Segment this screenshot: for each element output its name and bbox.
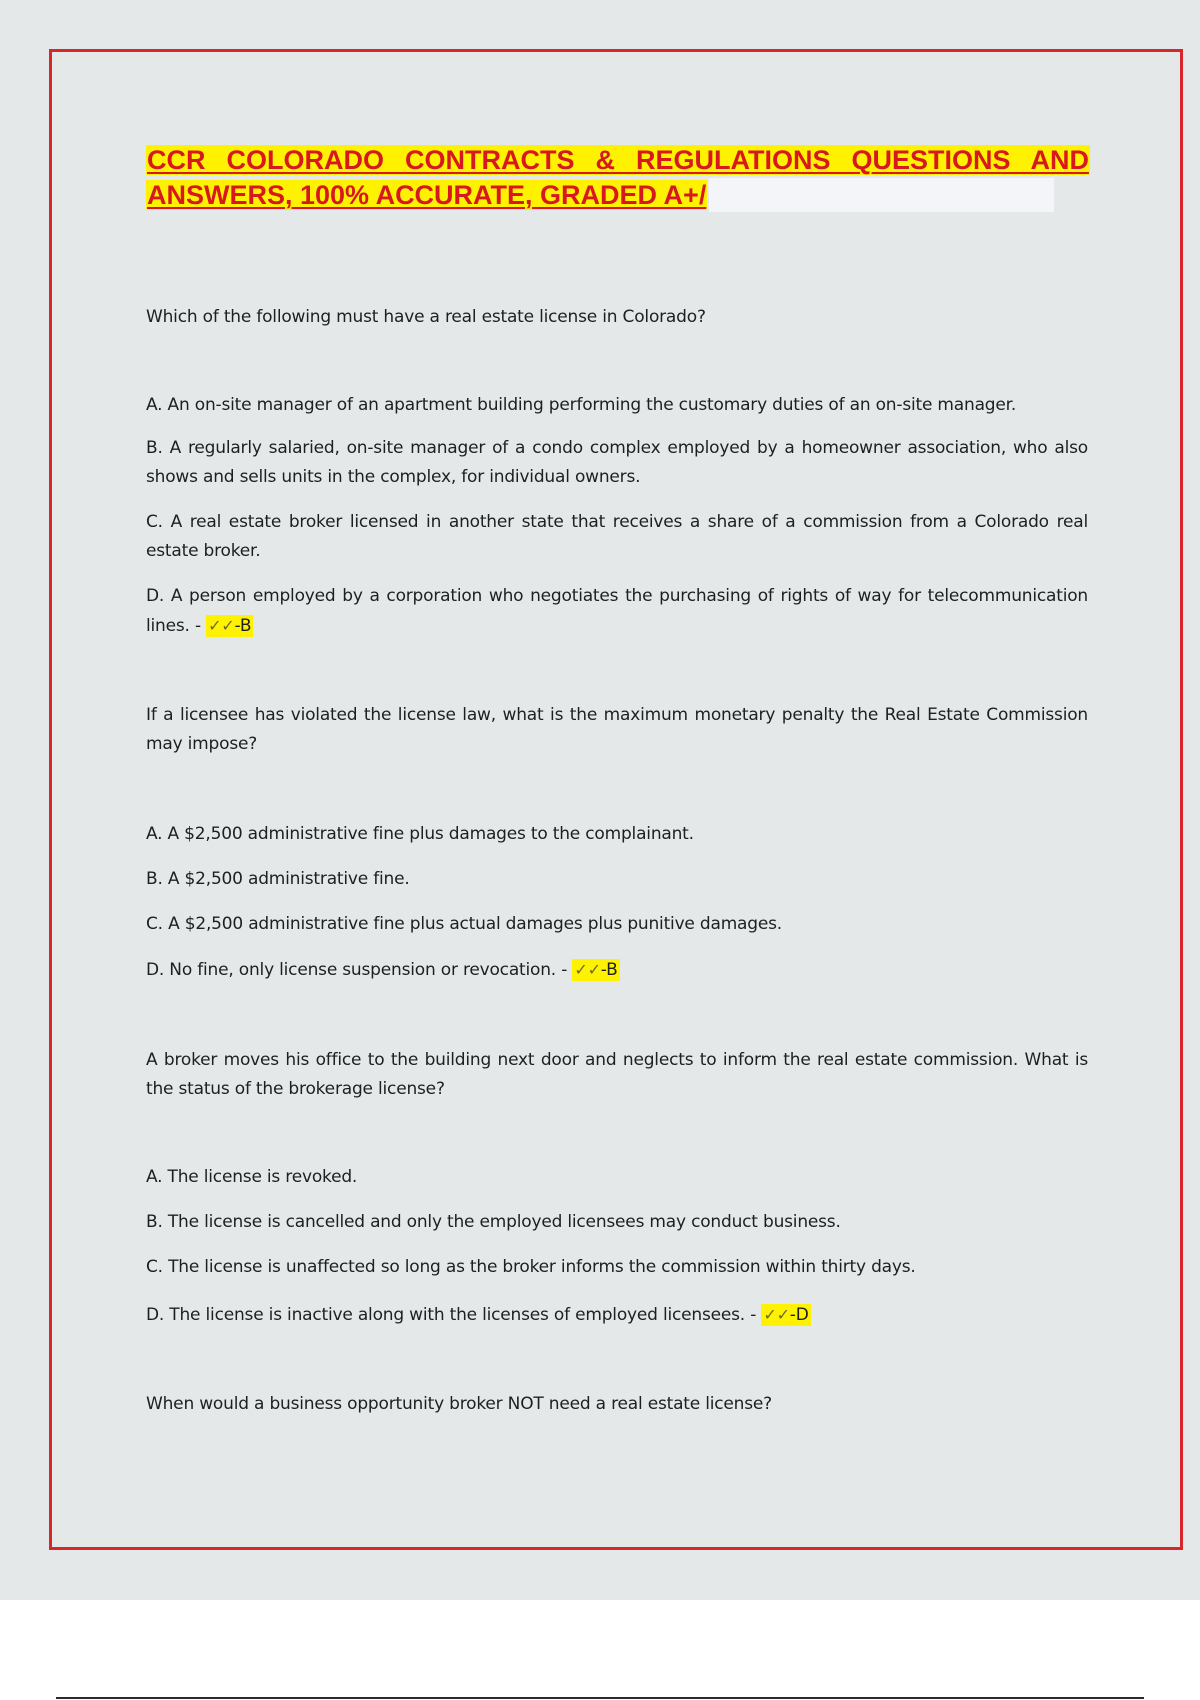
double-check-icon: ✓✓ <box>208 616 235 635</box>
question-3-answer-letter: -D <box>789 1305 809 1325</box>
footer-divider <box>56 1697 1144 1699</box>
question-2-option-a: A. A $2,500 administrative fine plus damages to the complainant. <box>146 824 694 844</box>
question-4-text: When would a business opportunity broker NOT need a real estate license? <box>146 1394 772 1414</box>
question-2-option-d-text: D. No fine, only license suspension or revocation. - <box>146 960 573 980</box>
question-3-option-d-text: D. The license is inactive along with the licenses of employed licensees. - <box>146 1305 762 1325</box>
question-2-option-b: B. A $2,500 administrative fine. <box>146 869 410 889</box>
question-2-answer <box>572 959 619 981</box>
question-1-text: Which of the following must have a real estate license in Colorado? <box>146 307 706 327</box>
question-1-option-d-text: D. A person employed by a corporation who negotiates the purchasing of rights of way for telecommunication lines. - <box>146 586 1088 636</box>
double-check-icon: ✓✓ <box>763 1305 790 1324</box>
document-title <box>146 143 1090 213</box>
title-highlight-tail <box>709 178 1054 212</box>
title-text: CCR COLORADO CONTRACTS & REGULATIONS QUESTIONS AND ANSWERS, 100% ACCURATE, GRADED A+/ <box>147 145 1089 210</box>
question-1-answer-letter: -B <box>234 616 252 636</box>
question-3-option-b: B. The license is cancelled and only the employed licensees may conduct business. <box>146 1212 841 1232</box>
question-2-answer-letter: -B <box>600 960 618 980</box>
question-2-option-d <box>146 955 1088 985</box>
question-1-option-d <box>146 582 1088 641</box>
question-1-option-c: C. A real estate broker licensed in another state that receives a share of a commission from a Colorado real estate broker. <box>146 512 1088 561</box>
question-3-option-d <box>146 1300 1088 1330</box>
question-1-option-a: A. An on-site manager of an apartment building performing the customary duties of an on-site manager. <box>146 395 1017 415</box>
double-check-icon: ✓✓ <box>574 960 601 979</box>
question-3-option-c: C. The license is unaffected so long as the broker informs the commission within thirty days. <box>146 1257 916 1277</box>
question-3-answer <box>761 1304 810 1326</box>
question-3-text: A broker moves his office to the building next door and neglects to inform the real estate commission. What is the status of the brokerage license? <box>146 1050 1088 1099</box>
question-1-answer <box>206 615 253 637</box>
question-2-option-c: C. A $2,500 administrative fine plus actual damages plus punitive damages. <box>146 914 782 934</box>
question-3-option-a: A. The license is revoked. <box>146 1167 358 1187</box>
question-2-text: If a licensee has violated the license law, what is the maximum monetary penalty the Real Estate Commission may impose? <box>146 705 1088 754</box>
question-1-option-b: B. A regularly salaried, on-site manager of a condo complex employed by a homeowner association, who also shows and sells units in the complex, for individual owners. <box>146 438 1088 487</box>
